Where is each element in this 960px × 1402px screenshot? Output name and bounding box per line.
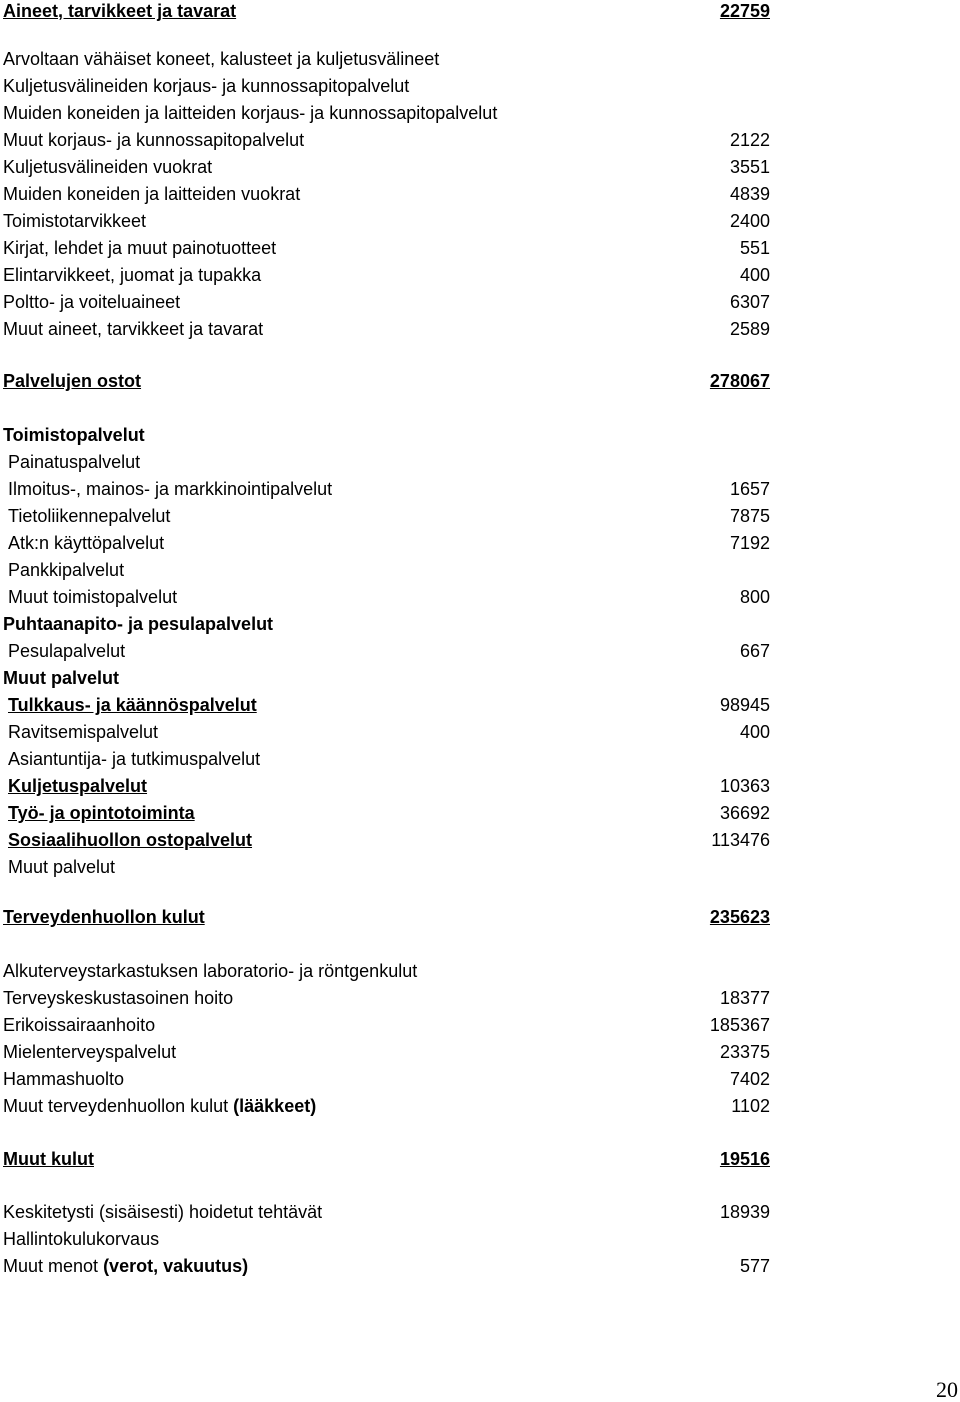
row-value: 18377 <box>719 988 770 1008</box>
row-value: 400 <box>739 722 770 742</box>
table-row <box>0 800 960 827</box>
row-label-text: Muut palvelut <box>3 668 119 688</box>
row-label-text: Asiantuntija- ja tutkimuspalvelut <box>8 749 261 769</box>
table-row <box>0 665 960 692</box>
row-label <box>8 503 170 530</box>
row-label <box>8 692 257 719</box>
table-row <box>0 692 960 719</box>
row-label <box>3 208 146 235</box>
row-label <box>3 46 439 73</box>
row-label <box>8 827 252 854</box>
row-value: 4839 <box>729 184 770 204</box>
row-label-text: Muut toimistopalvelut <box>8 587 178 607</box>
row-label-text: Hammashuolto <box>3 1069 125 1089</box>
row-label <box>3 611 273 638</box>
row-value: 19516 <box>719 1149 770 1169</box>
table-row <box>0 985 960 1012</box>
row-label-text: Pankkipalvelut <box>8 560 125 580</box>
table-row <box>0 73 960 100</box>
row-label-text: Kuljetusvälineiden vuokrat <box>3 157 213 177</box>
row-label-text: Muut palvelut <box>8 857 116 877</box>
row-value: 7192 <box>729 533 770 553</box>
table-row <box>0 0 960 25</box>
row-value: 577 <box>739 1256 770 1276</box>
table-row <box>0 958 960 985</box>
row-label-text: Työ- ja opintotoiminta <box>8 803 195 823</box>
row-label-suffix: (verot, vakuutus) <box>103 1256 249 1276</box>
row-label <box>3 1093 316 1120</box>
table-row <box>0 719 960 746</box>
row-label <box>3 289 180 316</box>
table-row <box>0 1199 960 1226</box>
row-label <box>8 719 158 746</box>
row-label <box>8 449 140 476</box>
row-label <box>8 746 260 773</box>
page-number: 20 <box>936 1377 958 1402</box>
row-label-text: Keskitetysti (sisäisesti) hoidetut tehtävät <box>3 1202 323 1222</box>
row-label-text: Hallintokulukorvaus <box>3 1229 160 1249</box>
table-row <box>0 1093 960 1120</box>
table-row <box>0 1039 960 1066</box>
row-label-text: Painatuspalvelut <box>8 452 141 472</box>
table-row <box>0 235 960 262</box>
row-label-text: Kuljetusvälineiden korjaus- ja kunnossapitopalvelut <box>3 76 410 96</box>
row-label-text: Muut terveydenhuollon kulut <box>3 1096 229 1116</box>
row-label-text: Ilmoitus-, mainos- ja markkinointipalvelut <box>8 479 333 499</box>
table-row <box>0 503 960 530</box>
row-label-text: Pesulapalvelut <box>8 641 126 661</box>
row-label <box>8 530 164 557</box>
row-label <box>3 1012 155 1039</box>
row-value: 1102 <box>731 1096 770 1116</box>
table-row <box>0 208 960 235</box>
row-label <box>8 800 195 827</box>
row-value: 3551 <box>729 157 770 177</box>
row-label <box>8 557 124 584</box>
row-label-text: Aineet, tarvikkeet ja tavarat <box>3 1 237 21</box>
row-label-text: Terveyskeskustasoinen hoito <box>3 988 234 1008</box>
row-value: 22759 <box>719 1 770 21</box>
row-label <box>3 904 205 931</box>
row-label <box>3 316 263 343</box>
table-row <box>0 368 960 395</box>
row-label <box>3 262 261 289</box>
row-label-text: Tietoliikennepalvelut <box>8 506 171 526</box>
row-label <box>3 958 417 985</box>
row-label-text: Muiden koneiden ja laitteiden vuokrat <box>3 184 301 204</box>
row-label-text: Elintarvikkeet, juomat ja tupakka <box>3 265 262 285</box>
row-label-suffix: (lääkkeet) <box>233 1096 317 1116</box>
row-value: 185367 <box>709 1015 770 1035</box>
table-row <box>0 827 960 854</box>
row-value: 98945 <box>719 695 770 715</box>
row-label-text: Ravitsemispalvelut <box>8 722 159 742</box>
row-label <box>3 154 212 181</box>
table-row <box>0 289 960 316</box>
table-row <box>0 611 960 638</box>
row-label-text: Poltto- ja voiteluaineet <box>3 292 181 312</box>
row-value: 2589 <box>729 319 770 339</box>
row-label <box>3 1253 248 1280</box>
row-value: 235623 <box>709 907 770 927</box>
table-row <box>0 1253 960 1280</box>
row-value: 400 <box>739 265 770 285</box>
row-value: 113476 <box>711 830 770 850</box>
row-value: 10363 <box>719 776 770 796</box>
row-label-text: Muut menot <box>3 1256 99 1276</box>
table-row <box>0 530 960 557</box>
row-label <box>8 476 332 503</box>
row-label-text: Kirjat, lehdet ja muut painotuotteet <box>3 238 277 258</box>
row-value: 23375 <box>719 1042 770 1062</box>
row-label-text: Muut aineet, tarvikkeet ja tavarat <box>3 319 264 339</box>
table-row <box>0 316 960 343</box>
row-label-text: Toimistotarvikkeet <box>3 211 147 231</box>
table-row <box>0 476 960 503</box>
row-label-text: Tulkkaus- ja käännöspalvelut <box>8 695 257 715</box>
table-row <box>0 1012 960 1039</box>
row-value: 18939 <box>719 1202 770 1222</box>
table-row <box>0 46 960 73</box>
row-label-text: Alkuterveystarkastuksen laboratorio- ja röntgenkulut <box>3 961 418 981</box>
row-label <box>3 100 497 127</box>
table-row <box>0 449 960 476</box>
table-row <box>0 262 960 289</box>
row-label <box>3 1039 176 1066</box>
row-label <box>3 368 141 395</box>
row-label-text: Muut kulut <box>3 1149 94 1169</box>
row-label-text: Puhtaanapito- ja pesulapalvelut <box>3 614 274 634</box>
row-label-text: Sosiaalihuollon ostopalvelut <box>8 830 253 850</box>
row-label <box>3 1199 322 1226</box>
row-value: 2400 <box>729 211 770 231</box>
row-label <box>8 638 125 665</box>
table-row <box>0 746 960 773</box>
row-label-text: Toimistopalvelut <box>3 425 145 445</box>
row-value: 278067 <box>709 371 770 391</box>
table-row <box>0 854 960 881</box>
table-row <box>0 181 960 208</box>
row-label-text: Atk:n käyttöpalvelut <box>8 533 165 553</box>
table-row <box>0 638 960 665</box>
row-label-text: Mielenterveyspalvelut <box>3 1042 177 1062</box>
row-label <box>3 665 119 692</box>
row-label <box>3 1146 94 1173</box>
row-label <box>3 0 236 25</box>
row-label <box>8 854 115 881</box>
row-value: 6307 <box>729 292 770 312</box>
table-row <box>0 584 960 611</box>
row-value: 36692 <box>719 803 770 823</box>
table-row <box>0 127 960 154</box>
table-row <box>0 557 960 584</box>
table-row <box>0 422 960 449</box>
table-row <box>0 1226 960 1253</box>
row-label-text: Kuljetuspalvelut <box>8 776 148 796</box>
table-row <box>0 100 960 127</box>
row-label <box>3 1066 124 1093</box>
row-label <box>8 584 177 611</box>
row-label <box>3 181 300 208</box>
table-row <box>0 1066 960 1093</box>
row-value: 800 <box>739 587 770 607</box>
row-label <box>3 127 304 154</box>
row-value: 7402 <box>729 1069 770 1089</box>
row-label-text: Muiden koneiden ja laitteiden korjaus- ja kunnossapitopalvelut <box>3 103 498 123</box>
table-row <box>0 773 960 800</box>
row-label-text: Palvelujen ostot <box>3 371 142 391</box>
row-value: 7875 <box>729 506 770 526</box>
row-label-text: Erikoissairaanhoito <box>3 1015 156 1035</box>
row-label-text: Arvoltaan vähäiset koneet, kalusteet ja kuljetusvälineet <box>3 49 440 69</box>
row-label <box>3 422 145 449</box>
row-label <box>3 235 276 262</box>
row-label <box>3 985 233 1012</box>
table-row <box>0 1146 960 1173</box>
row-label <box>3 1226 159 1253</box>
row-label-text: Terveydenhuollon kulut <box>3 907 205 927</box>
table-row <box>0 154 960 181</box>
row-label <box>8 773 147 800</box>
row-label-text: Muut korjaus- ja kunnossapitopalvelut <box>3 130 305 150</box>
row-value: 551 <box>739 238 770 258</box>
row-label <box>3 73 409 100</box>
table-row <box>0 904 960 931</box>
row-value: 1657 <box>729 479 770 499</box>
row-value: 2122 <box>729 130 770 150</box>
row-value: 667 <box>739 641 770 661</box>
